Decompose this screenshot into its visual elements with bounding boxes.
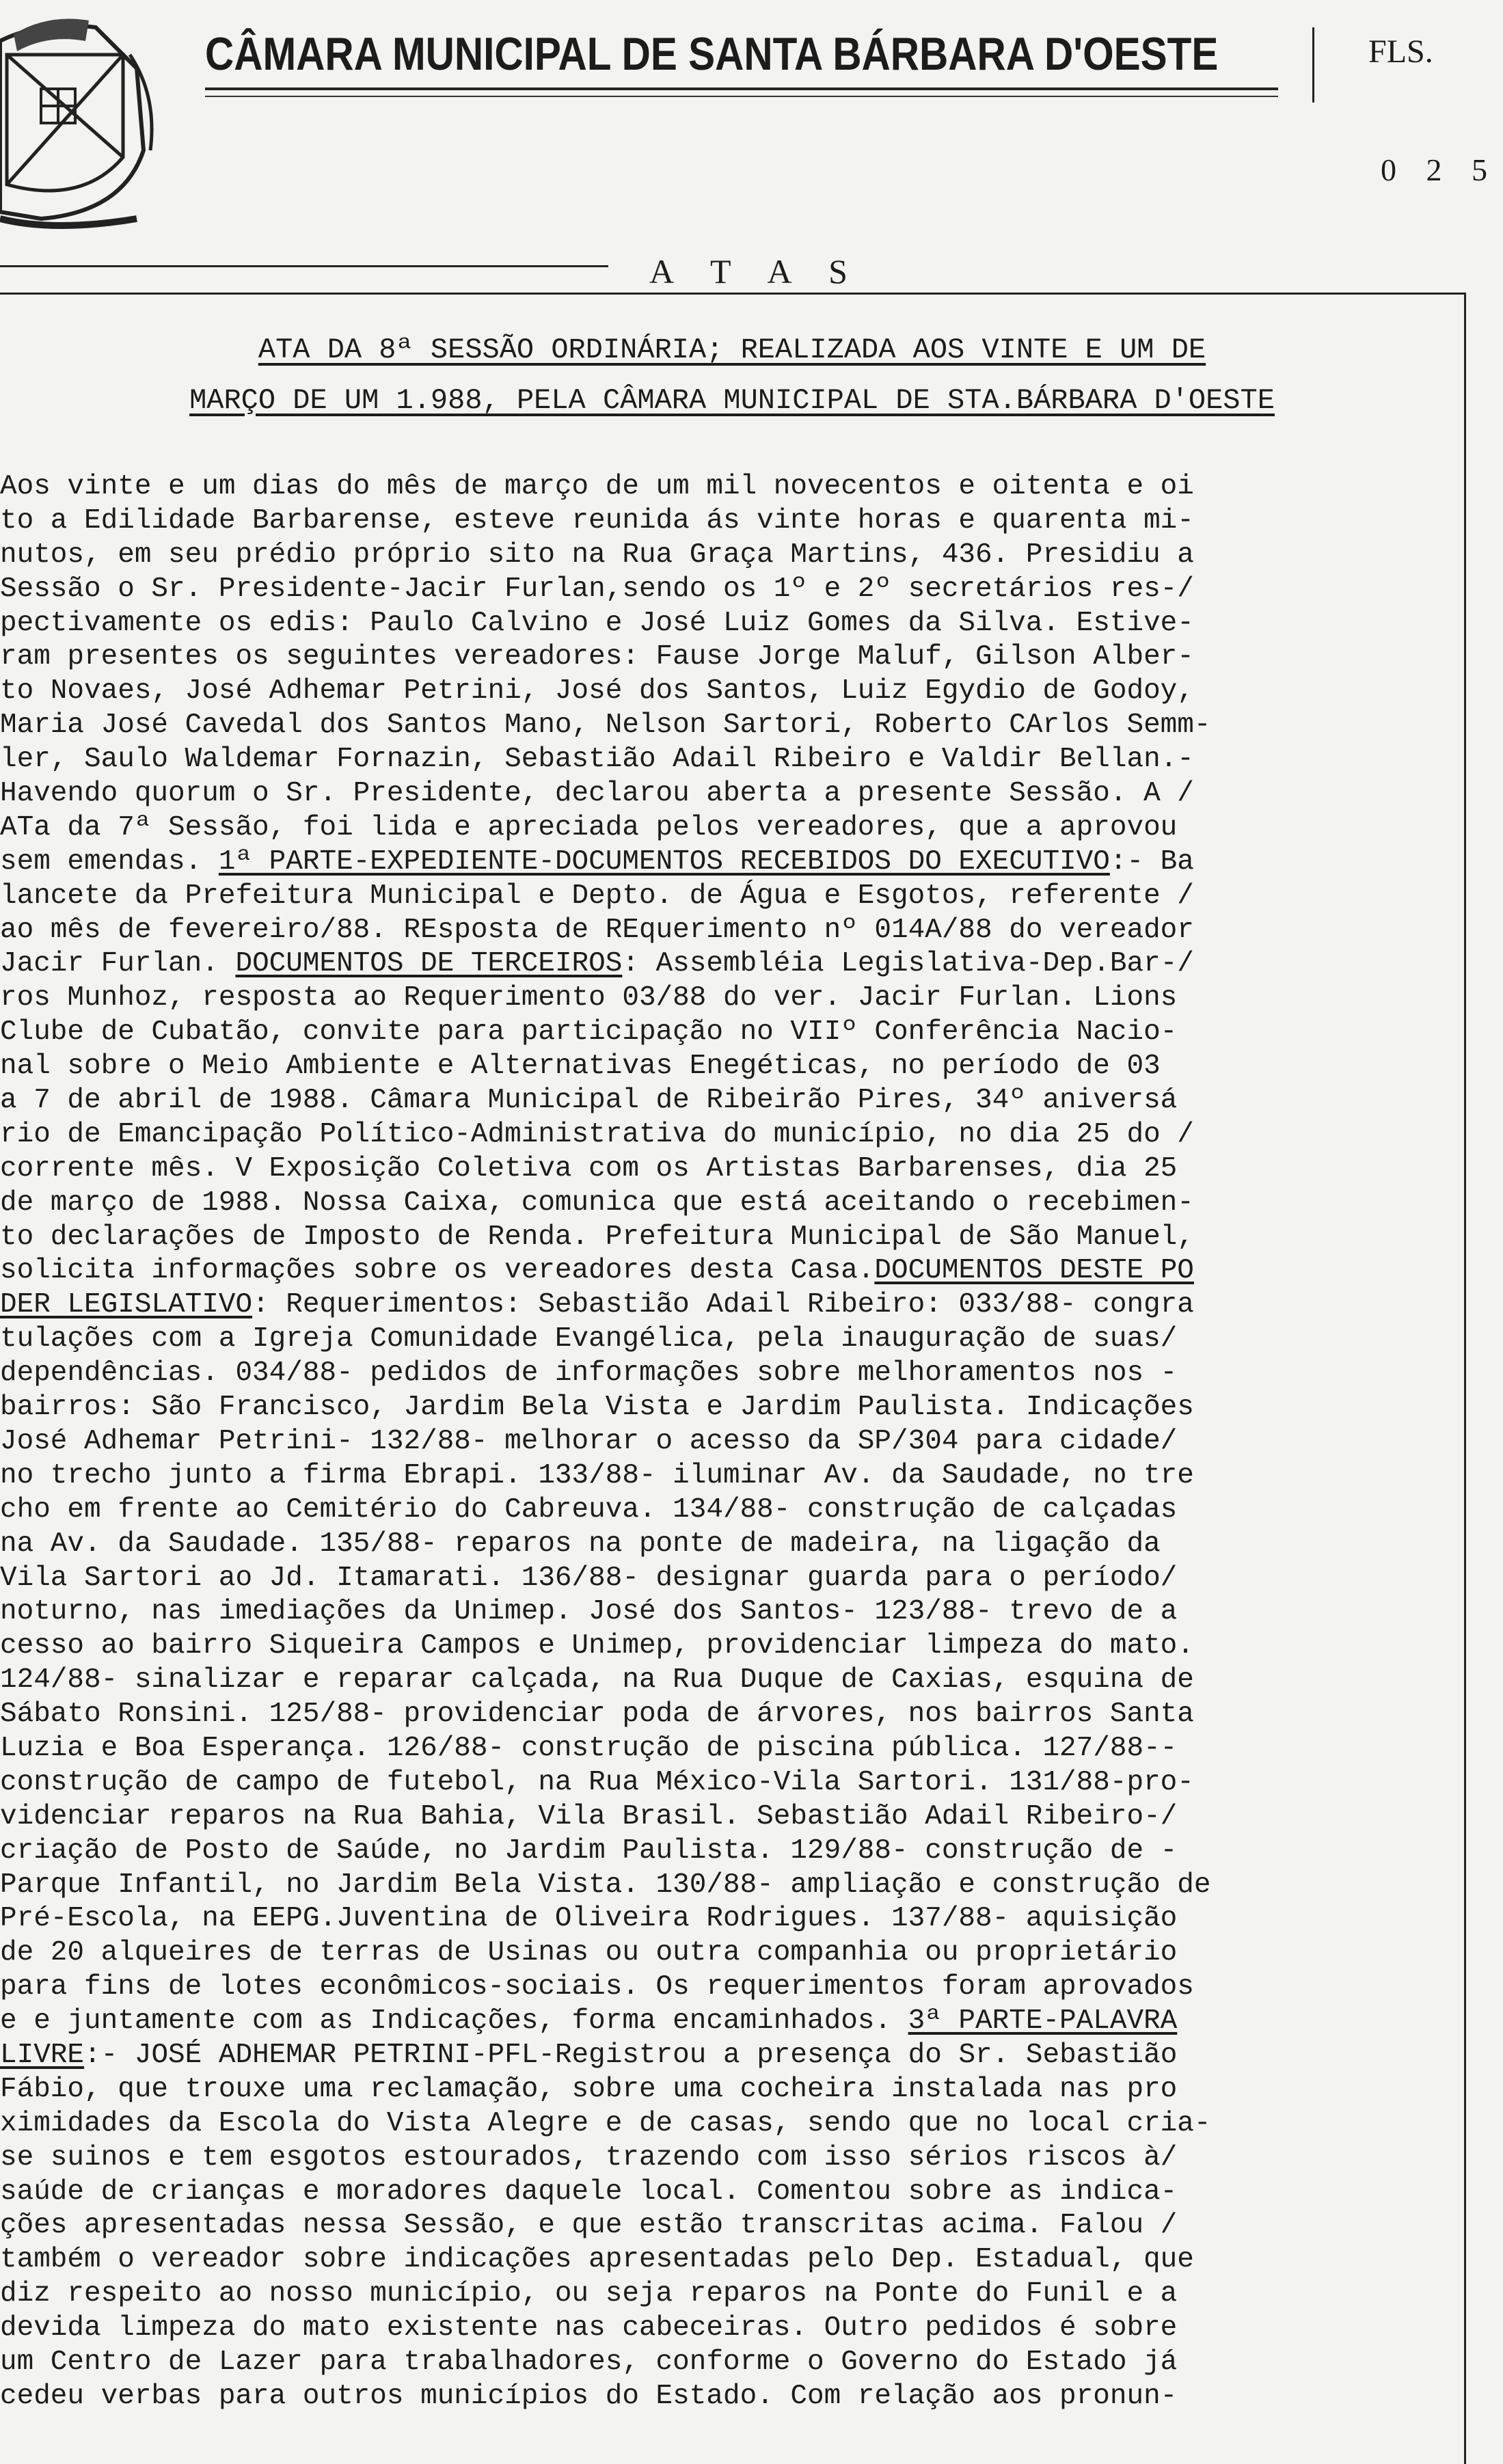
text-line (0, 539, 1470, 573)
text-line (0, 1493, 1470, 1528)
text-segment: corrente mês. V Exposição Coletiva com os Artistas Barbarenses, dia 25 (0, 1152, 1178, 1184)
text-segment: cho em frente ao Cemitério do Cabreuva. 134/88- construção de calçadas (0, 1493, 1178, 1526)
fls-label: FLS. (1368, 33, 1433, 70)
text-segment: se suinos e tem esgotos estourados, trazendo com isso sérios riscos à/ (0, 2141, 1178, 2174)
text-line (0, 1391, 1470, 1425)
text-line (0, 2380, 1470, 2414)
text-line (0, 2073, 1470, 2107)
text-line (0, 1869, 1470, 1903)
underlined-heading: DOCUMENTOS DESTE PO (874, 1255, 1194, 1287)
text-line (0, 1254, 1470, 1288)
text-segment: Havendo quorum o Sr. Presidente, declarou aberta a presente Sessão. A / (0, 778, 1194, 810)
section-rule-left (0, 265, 608, 267)
page-number: 0 2 5 (1381, 152, 1498, 187)
text-segment: Jacir Furlan. (0, 948, 236, 980)
minutes-body (0, 470, 1470, 2414)
text-line (0, 1800, 1470, 1835)
text-segment: também o vereador sobre indicações apresentadas pelo Dep. Estadual, que (0, 2244, 1194, 2276)
text-line (0, 1425, 1470, 1459)
text-line (0, 1936, 1470, 1971)
text-line (0, 1084, 1470, 1118)
text-segment: ros Munhoz, resposta ao Requerimento 03/88 do ver. Jacir Furlan. Lions (0, 982, 1178, 1014)
coat-of-arms-seal (0, 14, 164, 239)
text-segment: tulações com a Igreja Comunidade Evangélica, pela inauguração de suas/ (0, 1323, 1178, 1355)
frame-top-border (0, 293, 1466, 295)
text-line (0, 2039, 1470, 2073)
text-segment: cesso ao bairro Siqueira Campos e Unimep, providenciar limpeza do mato. (0, 1630, 1194, 1662)
text-segment: bairros: São Francisco, Jardim Bela Vista e Jardim Paulista. Indicações (0, 1392, 1194, 1424)
subject-line-2: MARÇO DE UM 1.988, PELA CÂMARA MUNICIPAL DE STA.BÁRBARA D'OESTE (189, 384, 1275, 417)
text-line (0, 1732, 1470, 1766)
text-segment: :- JOSÉ ADHEMAR PETRINI-PFL-Registrou a presença do Sr. Sebastião (84, 2039, 1178, 2071)
text-line (0, 2277, 1470, 2312)
text-segment: nal sobre o Meio Ambiente e Alternativas Enegéticas, no período de 03 (0, 1051, 1161, 1083)
text-segment: nutos, em seu prédio próprio sito na Rua Graça Martins, 436. Presidiu a (0, 539, 1194, 571)
text-line (0, 1629, 1470, 1664)
text-line (0, 1459, 1470, 1493)
text-line (0, 947, 1470, 981)
text-line (0, 1562, 1470, 1596)
text-segment: Sábato Ronsini. 125/88- providenciar poda de árvores, nos bairros Santa (0, 1698, 1194, 1731)
text-line (0, 675, 1470, 709)
text-segment: to Novaes, José Adhemar Petrini, José dos Santos, Luiz Egydio de Godoy, (0, 675, 1194, 707)
underlined-heading: DOCUMENTOS DE TERCEIROS (235, 948, 623, 980)
text-segment: José Adhemar Petrini- 132/88- melhorar o acesso da SP/304 para cidade/ (0, 1425, 1178, 1457)
text-segment: saúde de crianças e moradores daquele local. Comentou sobre as indica- (0, 2176, 1178, 2208)
text-segment: um Centro de Lazer para trabalhadores, conforme o Governo do Estado já (0, 2346, 1178, 2378)
text-line (0, 2243, 1470, 2277)
text-segment: cedeu verbas para outros municípios do Estado. Com relação aos pronun- (0, 2380, 1178, 2412)
text-segment: Maria José Cavedal dos Santos Mano, Nelson Sartori, Roberto CArlos Semm- (0, 709, 1211, 742)
text-line (0, 1016, 1470, 1050)
text-line (0, 1118, 1470, 1152)
text-line (0, 1187, 1470, 1221)
text-line (0, 1323, 1470, 1357)
underlined-heading: LIVRE (0, 2039, 85, 2071)
text-line (0, 2107, 1470, 2141)
text-line (0, 1288, 1470, 1323)
text-segment: Fábio, que trouxe uma reclamação, sobre uma cocheira instalada nas pro (0, 2073, 1178, 2105)
text-segment: ler, Saulo Waldemar Fornazin, Sebastião Adail Ribeiro e Valdir Bellan.- (0, 744, 1194, 776)
text-segment: sem emendas. (0, 845, 219, 878)
text-line (0, 743, 1470, 777)
text-segment: devida limpeza do mato existente nas cabeceiras. Outro pedidos é sobre (0, 2312, 1178, 2344)
text-line (0, 2005, 1470, 2039)
text-segment: 124/88- sinalizar e reparar calçada, na Rua Duque de Caxias, esquina de (0, 1664, 1194, 1696)
text-line (0, 1971, 1470, 2005)
text-line (0, 1528, 1470, 1562)
text-segment: criação de Posto de Saúde, no Jardim Paulista. 129/88- construção de - (0, 1835, 1178, 1867)
text-segment: solicita informações sobre os vereadores desta Casa. (0, 1255, 875, 1287)
text-line (0, 1902, 1470, 1936)
text-segment: to declarações de Imposto de Renda. Prefeitura Municipal de São Manuel, (0, 1221, 1194, 1253)
text-line (0, 1357, 1470, 1391)
text-line (0, 1664, 1470, 1698)
text-line (0, 709, 1470, 743)
text-segment: ximidades da Escola do Vista Alegre e de casas, sendo que no local cria- (0, 2107, 1211, 2139)
text-segment: ao mês de fevereiro/88. REsposta de REquerimento nº 014A/88 do vereador (0, 914, 1194, 946)
subject-line-1: ATA DA 8ª SESSÃO ORDINÁRIA; REALIZADA AOS VINTE E UM DE (258, 334, 1206, 366)
text-segment: rio de Emancipação Político-Administrativa do município, no dia 25 do / (0, 1118, 1194, 1150)
text-line (0, 640, 1470, 675)
text-segment: para fins de lotes econômicos-sociais. Os requerimentos foram aprovados (0, 1971, 1194, 2003)
text-line (0, 2141, 1470, 2176)
text-segment: e e juntamente com as Indicações, forma encaminhados. (0, 2005, 908, 2037)
text-segment: Luzia e Boa Esperança. 126/88- construção de piscina pública. 127/88-- (0, 1732, 1178, 1764)
text-segment: de março de 1988. Nossa Caixa, comunica que está aceitando o recebimen- (0, 1187, 1194, 1219)
text-line (0, 1835, 1470, 1869)
text-segment: lancete da Prefeitura Municipal e Depto. de Água e Esgotos, referente / (0, 880, 1194, 912)
text-segment: dependências. 034/88- pedidos de informações sobre melhoramentos nos - (0, 1357, 1178, 1390)
header-title: CÂMARA MUNICIPAL DE SANTA BÁRBARA D'OESTE (205, 28, 1219, 80)
underlined-heading: DER LEGISLATIVO (0, 1289, 253, 1321)
text-segment: a 7 de abril de 1988. Câmara Municipal de Ribeirão Pires, 34º aniversá (0, 1085, 1178, 1117)
text-segment: Pré-Escola, na EEPG.Juventina de Oliveira Rodrigues. 137/88- aquisição (0, 1903, 1178, 1935)
text-line (0, 504, 1470, 539)
text-segment: no trecho junto a firma Ebrapi. 133/88- iluminar Av. da Saudade, no tre (0, 1459, 1194, 1491)
text-line (0, 573, 1470, 607)
text-segment: videnciar reparos na Rua Bahia, Vila Brasil. Sebastião Adail Ribeiro-/ (0, 1800, 1178, 1832)
text-line (0, 1698, 1470, 1732)
text-segment: to a Edilidade Barbarense, esteve reunida ás vinte horas e quarenta mi- (0, 504, 1194, 537)
text-segment: diz respeito ao nosso município, ou seja reparos na Ponte do Funil e a (0, 2278, 1178, 2310)
text-line (0, 470, 1470, 504)
text-segment: ATa da 7ª Sessão, foi lida e apreciada pelos vereadores, que a aprovou (0, 811, 1178, 843)
text-segment: Vila Sartori ao Jd. Itamarati. 136/88- designar guarda para o período/ (0, 1562, 1178, 1594)
text-segment: Parque Infantil, no Jardim Bela Vista. 130/88- ampliação e construção de (0, 1869, 1211, 1901)
text-segment: construção de campo de futebol, na Rua México-Vila Sartori. 131/88-pro- (0, 1766, 1194, 1798)
text-line (0, 2209, 1470, 2243)
underlined-heading: 1ª PARTE-EXPEDIENTE-DOCUMENTOS RECEBIDOS DO EXECUTIVO (218, 845, 1110, 878)
text-segment: na Av. da Saudade. 135/88- reparos na ponte de madeira, na ligação da (0, 1528, 1161, 1560)
header-rule (205, 87, 1278, 90)
text-line (0, 880, 1470, 914)
text-segment: ram presentes os seguintes vereadores: Fause Jorge Maluf, Gilson Alber- (0, 641, 1194, 673)
text-line (0, 2176, 1470, 2210)
text-line (0, 1595, 1470, 1629)
text-line (0, 777, 1470, 811)
header-divider (1312, 27, 1314, 103)
text-segment: : Assembléia Legislativa-Dep.Bar-/ (622, 948, 1194, 980)
text-line (0, 845, 1470, 880)
text-segment: Aos vinte e um dias do mês de março de um mil novecentos e oitenta e oi (0, 471, 1194, 502)
text-line (0, 2346, 1470, 2380)
text-segment: :- Ba (1109, 845, 1194, 878)
text-segment: de 20 alqueires de terras de Usinas ou outra companhia ou proprietário (0, 1937, 1178, 1969)
text-line (0, 2312, 1470, 2346)
text-line (0, 1152, 1470, 1187)
text-segment: noturno, nas imediações da Unimep. José dos Santos- 123/88- trevo de a (0, 1596, 1178, 1628)
text-segment: ções apresentadas nessa Sessão, e que estão transcritas acima. Falou / (0, 2210, 1178, 2242)
text-segment: Clube de Cubatão, convite para participação no VIIº Conferência Nacio- (0, 1016, 1178, 1048)
text-line (0, 811, 1470, 845)
text-segment: : Requerimentos: Sebastião Adail Ribeiro: 033/88- congra (252, 1289, 1194, 1321)
underlined-heading: 3ª PARTE-PALAVRA (908, 2005, 1178, 2037)
text-line (0, 1766, 1470, 1800)
section-title: A T A S (649, 252, 863, 290)
text-line (0, 1050, 1470, 1084)
text-line (0, 914, 1470, 948)
text-segment: pectivamente os edis: Paulo Calvino e José Luiz Gomes da Silva. Estive- (0, 607, 1194, 639)
text-line (0, 607, 1470, 641)
text-segment: Sessão o Sr. Presidente-Jacir Furlan,sendo os 1º e 2º secretários res-/ (0, 573, 1194, 605)
header-rule-thin (205, 96, 1278, 97)
text-line (0, 981, 1470, 1016)
text-line (0, 1221, 1470, 1255)
